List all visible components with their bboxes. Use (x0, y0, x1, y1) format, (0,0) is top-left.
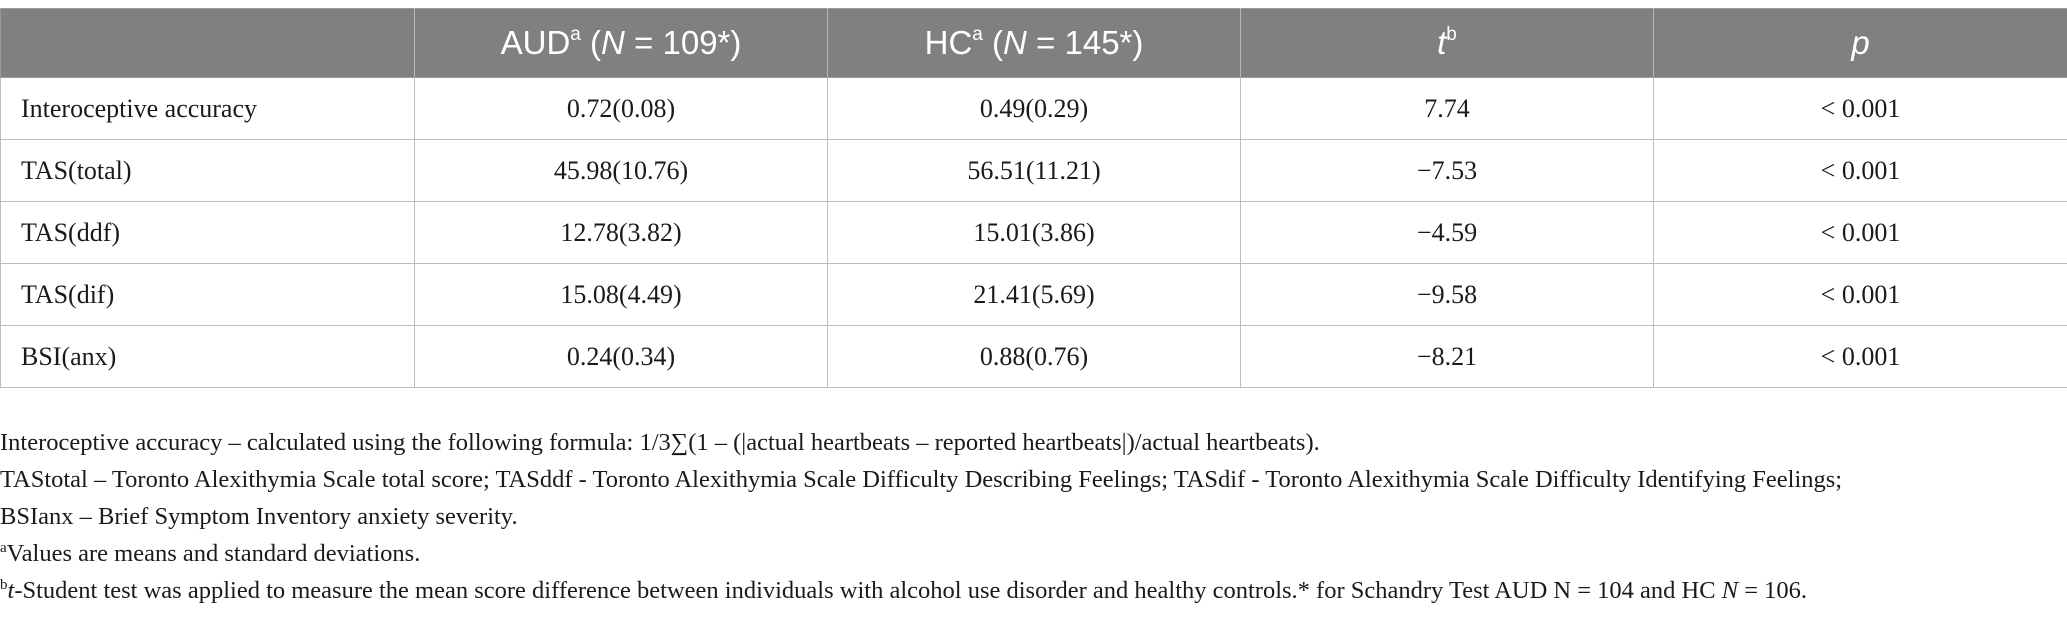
cell-aud: 15.08(4.49) (415, 264, 828, 326)
row-label: TAS(ddf) (1, 202, 415, 264)
table-body (1, 78, 2067, 388)
cell-aud: 12.78(3.82) (415, 202, 828, 264)
table-row (1, 264, 2067, 326)
header-hc-label: HC (924, 24, 973, 61)
header-t-sup: b (1446, 24, 1457, 45)
footnote-a (0, 535, 2060, 572)
cell-hc: 15.01(3.86) (828, 202, 1241, 264)
header-p-label: p (1851, 24, 1870, 61)
row-label: TAS(dif) (1, 264, 415, 326)
cell-hc: 21.41(5.69) (828, 264, 1241, 326)
cell-p: < 0.001 (1654, 264, 2067, 326)
cell-hc: 0.49(0.29) (828, 78, 1241, 140)
footnote-b-mark: b (0, 577, 8, 593)
cell-hc: 56.51(11.21) (828, 140, 1241, 202)
header-p (1654, 9, 2067, 78)
cell-t: −4.59 (1241, 202, 1654, 264)
footnote-a-mark: a (0, 540, 7, 556)
header-hc-count: = 145*) (1026, 24, 1144, 61)
cell-t: −9.58 (1241, 264, 1654, 326)
header-hc-open: ( (982, 24, 1004, 61)
table-row (1, 140, 2067, 202)
cell-t: −7.53 (1241, 140, 1654, 202)
footnote-b-t: t (7, 577, 15, 604)
table-row (1, 326, 2067, 388)
row-label: BSI(anx) (1, 326, 415, 388)
cell-aud: 45.98(10.76) (415, 140, 828, 202)
header-hc-n: N (1003, 24, 1027, 61)
header-aud-label: AUD (500, 24, 571, 61)
header-hc (828, 9, 1241, 78)
results-table (0, 8, 2067, 388)
cell-p: < 0.001 (1654, 326, 2067, 388)
header-aud (415, 9, 828, 78)
table-header (1, 9, 2067, 78)
formula-note: Interoceptive accuracy – calculated using the following formula: 1/3∑(1 – (|actual heartbeats – reported heartbeats|)/actual heartbeats). (0, 429, 1320, 456)
table-row (1, 202, 2067, 264)
header-aud-count: = 109*) (624, 24, 742, 61)
header-aud-n: N (601, 24, 625, 61)
cell-aud: 0.24(0.34) (415, 326, 828, 388)
header-t-label: t (1437, 24, 1447, 61)
footnote-b-text: -Student test was applied to measure the mean score difference between individuals with alcohol use disorder and healthy controls.* for Schandry Test AUD N = 104 and HC (14, 577, 1722, 604)
header-row (1, 9, 2067, 78)
footnote-a-text: Values are means and standard deviations. (6, 540, 421, 567)
header-t (1241, 9, 1654, 78)
cell-p: < 0.001 (1654, 78, 2067, 140)
cell-t: −8.21 (1241, 326, 1654, 388)
cell-aud: 0.72(0.08) (415, 78, 828, 140)
table-row (1, 78, 2067, 140)
footnote-b (0, 572, 2060, 609)
header-hc-sup: a (972, 24, 983, 45)
cell-p: < 0.001 (1654, 202, 2067, 264)
header-measure (1, 9, 415, 78)
cell-t: 7.74 (1241, 78, 1654, 140)
header-aud-sup: a (570, 24, 581, 45)
footnote-b-n: N (1721, 577, 1739, 604)
abbreviations-note-line1: TAStotal – Toronto Alexithymia Scale total score; TASddf - Toronto Alexithymia Scale Difficulty Describing Feelings; TASdif - Toronto Alexithymia Scale Difficulty Identifying Feelings; (0, 466, 1843, 493)
results-table-container (0, 8, 2067, 388)
abbreviations-note-line2: BSIanx – Brief Symptom Inventory anxiety severity. (0, 503, 518, 530)
cell-p: < 0.001 (1654, 140, 2067, 202)
header-aud-open: ( (580, 24, 602, 61)
cell-hc: 0.88(0.76) (828, 326, 1241, 388)
footnote-b-end: = 106. (1738, 577, 1808, 604)
table-footnotes (0, 424, 2060, 609)
row-label: Interoceptive accuracy (1, 78, 415, 140)
row-label: TAS(total) (1, 140, 415, 202)
